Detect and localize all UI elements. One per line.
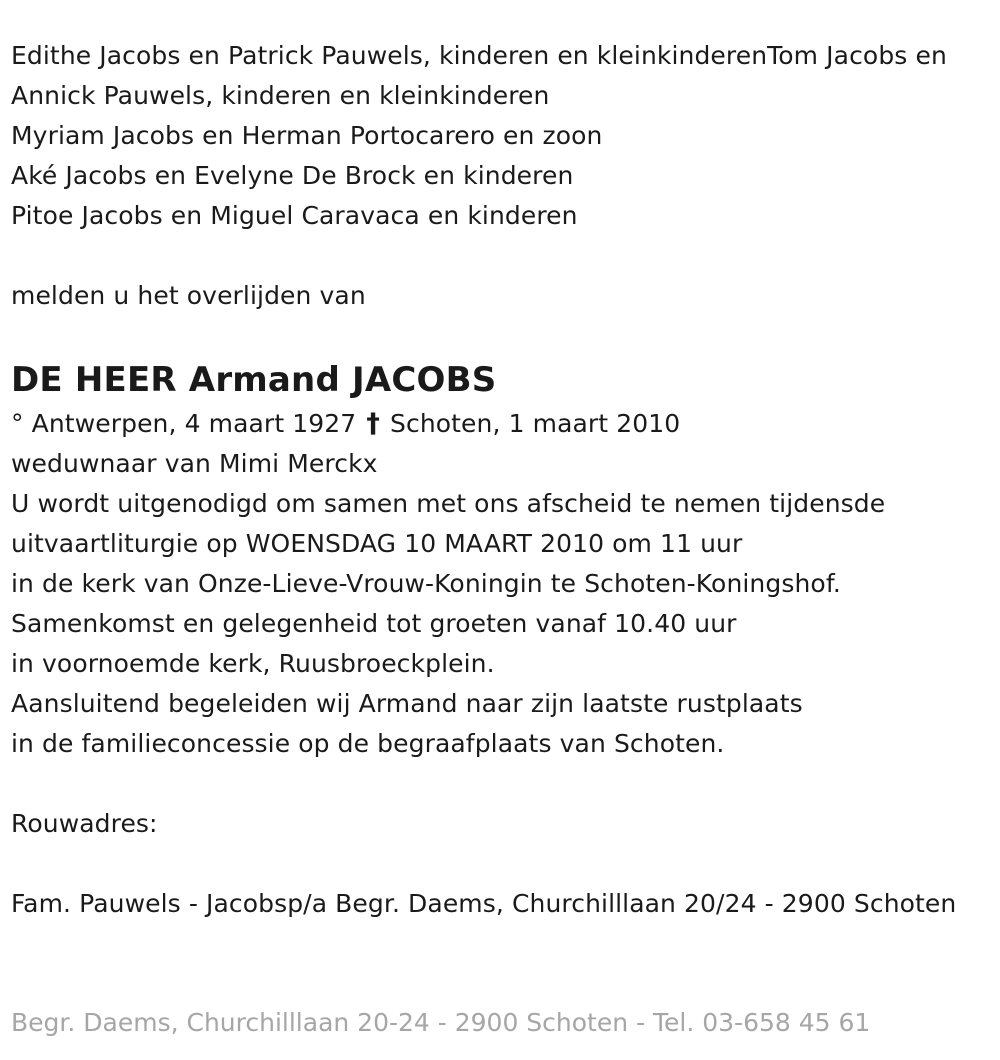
spacer <box>11 844 986 884</box>
spouse-line: weduwnaar van Mimi Merckx <box>11 449 378 478</box>
ceremony-line-7: in de familieconcessie op de begraafplaats van Schoten. <box>11 729 725 758</box>
deceased-name: DE HEER Armand JACOBS <box>11 360 497 400</box>
announcement-text: melden u het overlijden van <box>11 281 366 310</box>
address-text: Fam. Pauwels - Jacobsp/a Begr. Daems, Churchilllaan 20/24 - 2900 Schoten <box>11 889 957 918</box>
death-info: Schoten, 1 maart 2010 <box>390 409 681 438</box>
spacer <box>11 236 986 276</box>
ceremony-line-3: in de kerk van Onze-Lieve-Vrouw-Koningin te Schoten-Koningshof. <box>11 569 841 598</box>
funeral-home-footer: Begr. Daems, Churchilllaan 20-24 - 2900 Schoten - Tel. 03-658 45 61 <box>11 1008 871 1037</box>
cross-icon: † <box>366 408 380 439</box>
ceremony-line-5: in voornoemde kerk, Ruusbroeckplein. <box>11 649 495 678</box>
family-line-4: Pitoe Jacobs en Miguel Caravaca en kinderen <box>11 201 578 230</box>
ceremony-line-4: Samenkomst en gelegenheid tot groeten vanaf 10.40 uur <box>11 609 737 638</box>
birth-death-line <box>11 404 986 444</box>
spacer <box>11 764 986 804</box>
ceremony-line-1: U wordt uitgenodigd om samen met ons afscheid te nemen tijdensde <box>11 489 886 518</box>
family-line-3: Aké Jacobs en Evelyne De Brock en kinderen <box>11 161 574 190</box>
family-line-1: Edithe Jacobs en Patrick Pauwels, kinderen en kleinkinderenTom Jacobs en Annick Pauwels, kinderen en kleinkinderen <box>11 41 947 110</box>
obituary-notice <box>11 36 986 924</box>
birth-info: ° Antwerpen, 4 maart 1927 <box>11 409 357 438</box>
family-line-2: Myriam Jacobs en Herman Portocarero en zoon <box>11 121 603 150</box>
address-label: Rouwadres: <box>11 809 158 838</box>
ceremony-line-2: uitvaartliturgie op WOENSDAG 10 MAART 2010 om 11 uur <box>11 529 743 558</box>
ceremony-line-6: Aansluitend begeleiden wij Armand naar zijn laatste rustplaats <box>11 689 803 718</box>
spacer <box>11 316 986 356</box>
